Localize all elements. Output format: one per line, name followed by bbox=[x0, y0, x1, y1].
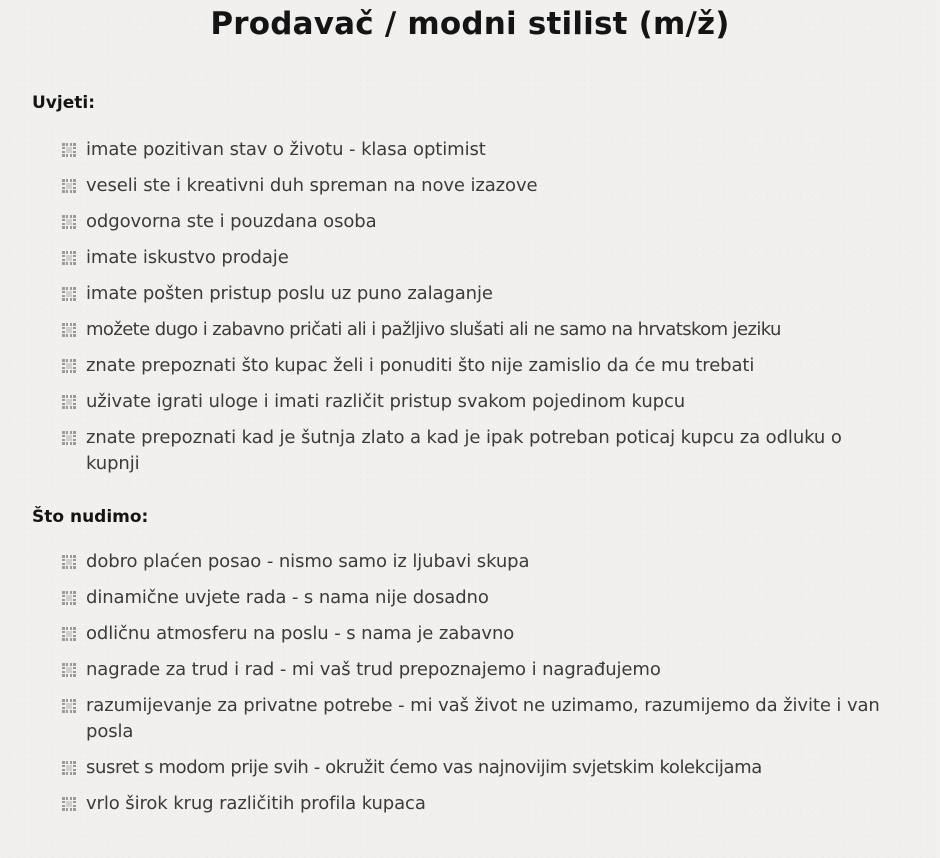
list-item-text: uživate igrati uloge i imati različit pristup svakom pojedinom kupcu bbox=[86, 391, 686, 412]
list-item bbox=[62, 425, 912, 477]
list-item bbox=[62, 281, 912, 307]
list-item bbox=[62, 137, 912, 163]
list-item bbox=[62, 173, 912, 199]
list-item-text: odličnu atmosferu na poslu - s nama je zabavno bbox=[86, 623, 515, 644]
list-item-text: vrlo širok krug različitih profila kupaca bbox=[86, 793, 426, 814]
list-item-text: veseli ste i kreativni duh spreman na nove izazove bbox=[86, 175, 538, 196]
grid-square-icon bbox=[62, 359, 76, 373]
list-item bbox=[62, 657, 912, 683]
section-heading-sto-nudimo: Što nudimo: bbox=[32, 507, 149, 527]
grid-square-icon bbox=[62, 143, 76, 157]
grid-square-icon bbox=[62, 663, 76, 677]
benefits-list bbox=[62, 549, 912, 827]
list-item-text: imate pozitivan stav o životu - klasa optimist bbox=[86, 139, 486, 160]
list-item-text: možete dugo i zabavno pričati ali i pažljivo slušati ali ne samo na hrvatskom jeziku bbox=[86, 319, 781, 340]
list-item bbox=[62, 317, 912, 343]
list-item-text: razumijevanje za privatne potrebe - mi vaš život ne uzimamo, razumijemo da živite i van posla bbox=[86, 695, 880, 742]
section-heading-uvjeti: Uvjeti: bbox=[32, 93, 95, 113]
grid-square-icon bbox=[62, 251, 76, 265]
grid-square-icon bbox=[62, 287, 76, 301]
list-item-text: imate iskustvo prodaje bbox=[86, 247, 289, 268]
list-item-text: znate prepoznati kad je šutnja zlato a kad je ipak potreban poticaj kupcu za odluku o kupnji bbox=[86, 427, 842, 474]
list-item-text: susret s modom prije svih - okružit ćemo vas najnovijim svjetskim kolekcijama bbox=[86, 757, 762, 778]
list-item-text: nagrade za trud i rad - mi vaš trud prepoznajemo i nagrađujemo bbox=[86, 659, 661, 680]
grid-square-icon bbox=[62, 797, 76, 811]
grid-square-icon bbox=[62, 395, 76, 409]
requirements-list bbox=[62, 137, 912, 487]
list-item bbox=[62, 245, 912, 271]
grid-square-icon bbox=[62, 323, 76, 337]
list-item bbox=[62, 621, 912, 647]
list-item bbox=[62, 693, 912, 745]
list-item bbox=[62, 353, 912, 379]
list-item-text: dobro plaćen posao - nismo samo iz ljubavi skupa bbox=[86, 551, 530, 572]
grid-square-icon bbox=[62, 699, 76, 713]
list-item bbox=[62, 549, 912, 575]
list-item-text: odgovorna ste i pouzdana osoba bbox=[86, 211, 377, 232]
list-item-text: znate prepoznati što kupac želi i ponuditi što nije zamislio da će mu trebati bbox=[86, 355, 755, 376]
list-item bbox=[62, 791, 912, 817]
list-item-text: dinamične uvjete rada - s nama nije dosadno bbox=[86, 587, 489, 608]
grid-square-icon bbox=[62, 761, 76, 775]
grid-square-icon bbox=[62, 215, 76, 229]
list-item-text: imate pošten pristup poslu uz puno zalaganje bbox=[86, 283, 493, 304]
grid-square-icon bbox=[62, 591, 76, 605]
grid-square-icon bbox=[62, 179, 76, 193]
grid-square-icon bbox=[62, 431, 76, 445]
grid-square-icon bbox=[62, 555, 76, 569]
list-item bbox=[62, 755, 912, 781]
page-title: Prodavač / modni stilist (m/ž) bbox=[210, 6, 730, 42]
list-item bbox=[62, 209, 912, 235]
grid-square-icon bbox=[62, 627, 76, 641]
list-item bbox=[62, 585, 912, 611]
list-item bbox=[62, 389, 912, 415]
